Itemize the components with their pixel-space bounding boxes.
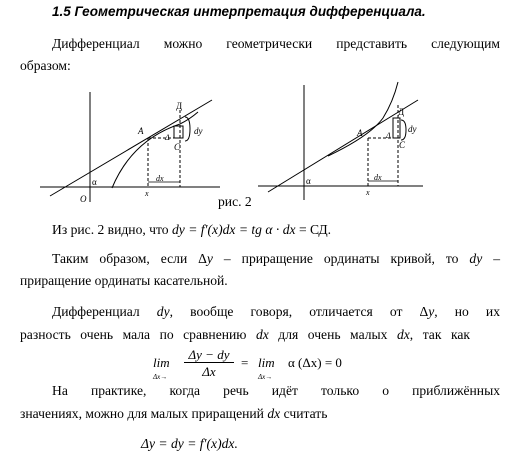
label-delta: Δ [165, 133, 170, 142]
paragraph-4-line-1: На практике, когда речь идёт только о приближённых [52, 383, 500, 398]
p3-var-1: dy [156, 304, 170, 319]
label-dy: dy [194, 126, 203, 136]
paragraph-4-line-2 [20, 406, 327, 422]
final-formula: Δy = dy = f′(x)dx. [141, 436, 238, 451]
p3-text-6: , так как [409, 327, 470, 342]
intro-line-2: образом: [20, 58, 71, 73]
label-alpha: α [92, 177, 97, 187]
paragraph-3-line-1 [52, 304, 500, 320]
p3-text-3: , но их [434, 304, 500, 319]
p2-text-1: Таким образом, если Δ [52, 251, 207, 266]
label-x: x [145, 189, 149, 198]
label-c-2: C [399, 140, 406, 150]
figure-left [40, 92, 220, 207]
p2-var-1: y [206, 251, 213, 266]
label-a-2: A [357, 128, 363, 138]
label-origin: O [80, 194, 87, 204]
label-dx: dx [156, 174, 164, 183]
paragraph-2-line-2: приращение ординаты касательной. [20, 273, 228, 288]
lim-1: lim [153, 355, 170, 370]
figure-caption: рис. 2 [218, 194, 252, 209]
label-a: A [138, 126, 144, 136]
p3-text-2: , вообще говоря, отличается от Δ [169, 304, 429, 319]
label-dx-2: dx [374, 173, 382, 182]
p1-suffix: = СД. [295, 222, 332, 237]
p1-formula: dy = f′(x)dx = tg α · dx [171, 222, 296, 237]
paragraph-3-line-2 [20, 327, 470, 343]
p2-text-3: – [482, 251, 500, 266]
label-delta-2: Δ [386, 131, 391, 140]
p3-text-1: Дифференциал [52, 304, 157, 319]
intro-line-1: Дифференциал можно геометрически представить следующим [52, 36, 500, 51]
p3-var-4: dx [396, 327, 410, 342]
fraction-bar [184, 362, 234, 363]
fraction-numerator: Δy − dy [188, 347, 230, 362]
label-d-2: Д [398, 107, 405, 117]
p4-text-2: считать [280, 406, 328, 421]
fraction-denominator: Δx [202, 364, 216, 379]
p3-var-3: dx [255, 327, 269, 342]
p3-var-2: y [428, 304, 435, 319]
p2-text-2: – приращение ординаты кривой, то [212, 251, 470, 266]
label-alpha-2: α [306, 176, 311, 186]
limit-rhs: α (Δx) = 0 [288, 355, 342, 370]
lim-2: lim [258, 355, 275, 370]
paragraph-2-line-1 [52, 251, 500, 267]
paragraph-1 [52, 222, 331, 238]
lim-sub-2: Δx→ [258, 373, 273, 381]
label-dy-2: dy [408, 124, 417, 134]
p4-var-1: dx [267, 406, 281, 421]
figure-right [258, 80, 428, 205]
lim-sub-1: Δx→ [153, 373, 168, 381]
p3-text-4: разность очень мала по сравнению [20, 327, 256, 342]
label-d: Д [176, 101, 183, 111]
p1-prefix: Из рис. 2 видно, что [52, 222, 172, 237]
p2-var-2: dy [469, 251, 483, 266]
limit-equals: = [241, 355, 249, 370]
p4-text-1: значениях, можно для малых приращений [20, 406, 268, 421]
section-title: 1.5 Геометрическая интерпретация дифференциала. [52, 4, 426, 19]
label-c: C [174, 142, 181, 152]
label-x-2: x [366, 188, 370, 197]
p3-text-5: для очень малых [268, 327, 397, 342]
